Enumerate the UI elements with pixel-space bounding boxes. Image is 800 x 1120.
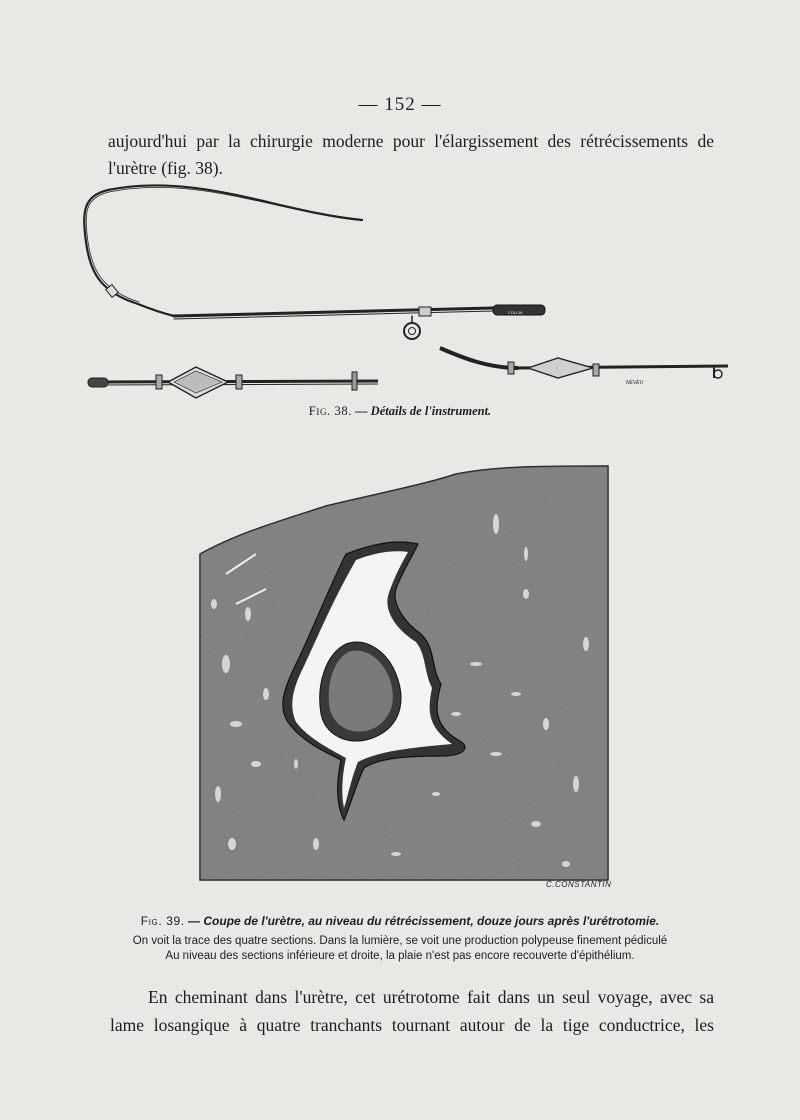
figure-39-label: Fig. 39. <box>140 914 185 928</box>
figure-38-caption-text: — Détails de l'instrument. <box>355 404 492 418</box>
figure-39-description-line: On voit la trace des quatre sections. Dans la lumière, se voit une production polypeuse finement pédiculé <box>132 935 668 947</box>
figure-38-instrument-drawing <box>78 182 744 412</box>
urethrotome-full-instrument <box>84 185 545 339</box>
figure-39-description-line: Au niveau des sections inférieure et droite, la plaie n'est pas encore recouverte d'épithélium. <box>165 950 635 962</box>
page-number: — 152 — <box>358 94 442 115</box>
intro-paragraph <box>108 128 714 182</box>
figure-39-caption-text: — Coupe de l'urètre, au niveau du rétrécissement, douze jours après l'urétrotomie. <box>188 914 660 928</box>
figure-39-histology-plate <box>196 464 610 884</box>
figure-39-caption <box>0 914 800 928</box>
body-line: En cheminant dans l'urètre, cet urétrotome fait dans un seul voyage, avec sa <box>148 987 714 1007</box>
figure-39-description <box>0 934 800 964</box>
instrument-detail-right <box>440 348 728 378</box>
figure-38-caption <box>0 404 800 419</box>
engraving-mark: NEVEU <box>626 380 644 386</box>
figure-38-label: Fig. 38. <box>308 404 352 418</box>
engraving-mark: COLLIN <box>508 310 523 315</box>
artist-signature: C.CONSTANTIN <box>546 880 612 889</box>
intro-line: aujourd'hui par la chirurgie moderne pour l'élargissement des rétrécissements de <box>108 131 714 151</box>
intro-line: l'urètre (fig. 38). <box>108 158 223 178</box>
instrument-detail-left <box>88 367 378 398</box>
body-line: lame losangique à quatre tranchants tournant autour de la tige conductrice, les <box>110 1015 714 1035</box>
body-paragraph <box>110 983 714 1039</box>
